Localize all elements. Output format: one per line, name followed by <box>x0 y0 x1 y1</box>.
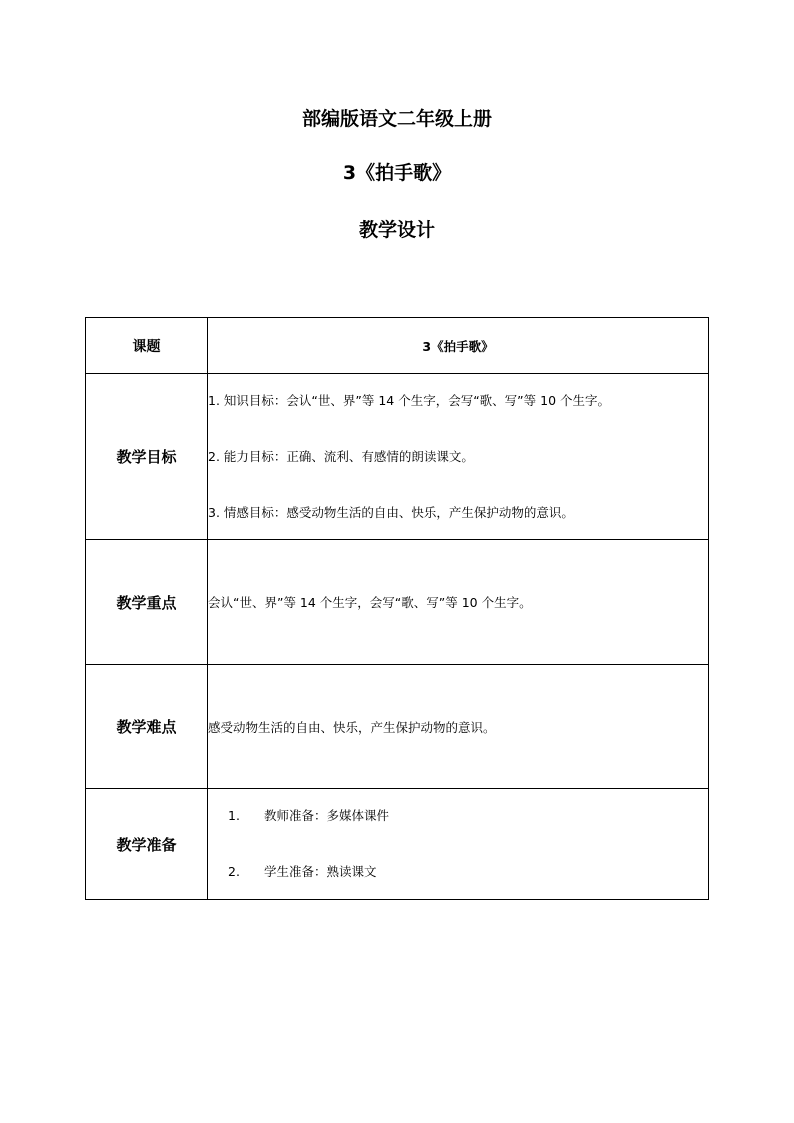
preparation-item <box>208 863 708 881</box>
table-row-difficulties <box>86 665 709 789</box>
preparation-label: 教学准备 <box>86 789 208 900</box>
objectives-cell <box>208 374 709 540</box>
difficulties-text: 感受动物生活的自由、快乐，产生保护动物的意识。 <box>208 665 709 789</box>
item-text: 学生准备：熟读课文 <box>264 864 377 879</box>
item-text: 教师准备：多媒体课件 <box>264 808 390 823</box>
lesson-title: 3《拍手歌》 <box>342 162 452 184</box>
key-points-text: 会认“世、界”等 14 个生字，会写“歌、写”等 10 个生字。 <box>208 540 709 665</box>
objective-item: 1. 知识目标：会认“世、界”等 14 个生字，会写“歌、写”等 10 个生字。 <box>208 392 611 408</box>
objective-item: 3. 情感目标：感受动物生活的自由、快乐，产生保护动物的意识。 <box>208 504 574 520</box>
topic-label: 课题 <box>86 318 208 374</box>
table-row-key-points <box>86 540 709 665</box>
document-subtitle: 教学设计 <box>358 219 435 241</box>
objectives-label: 教学目标 <box>86 374 208 540</box>
table-row-preparation <box>86 789 709 900</box>
lesson-plan-table <box>85 317 709 900</box>
preparation-item <box>208 807 708 825</box>
item-number: 2. <box>228 864 240 879</box>
preparation-cell <box>208 789 709 900</box>
objective-item: 2. 能力目标：正确、流利、有感情的朗读课文。 <box>208 448 474 464</box>
key-points-label: 教学重点 <box>86 540 208 665</box>
table-row-topic <box>86 318 709 374</box>
table-row-objectives <box>86 374 709 540</box>
document-title: 部编版语文二年级上册 <box>301 108 492 130</box>
topic-value: 3《拍手歌》 <box>208 318 709 374</box>
difficulties-label: 教学难点 <box>86 665 208 789</box>
item-number: 1. <box>228 808 240 823</box>
